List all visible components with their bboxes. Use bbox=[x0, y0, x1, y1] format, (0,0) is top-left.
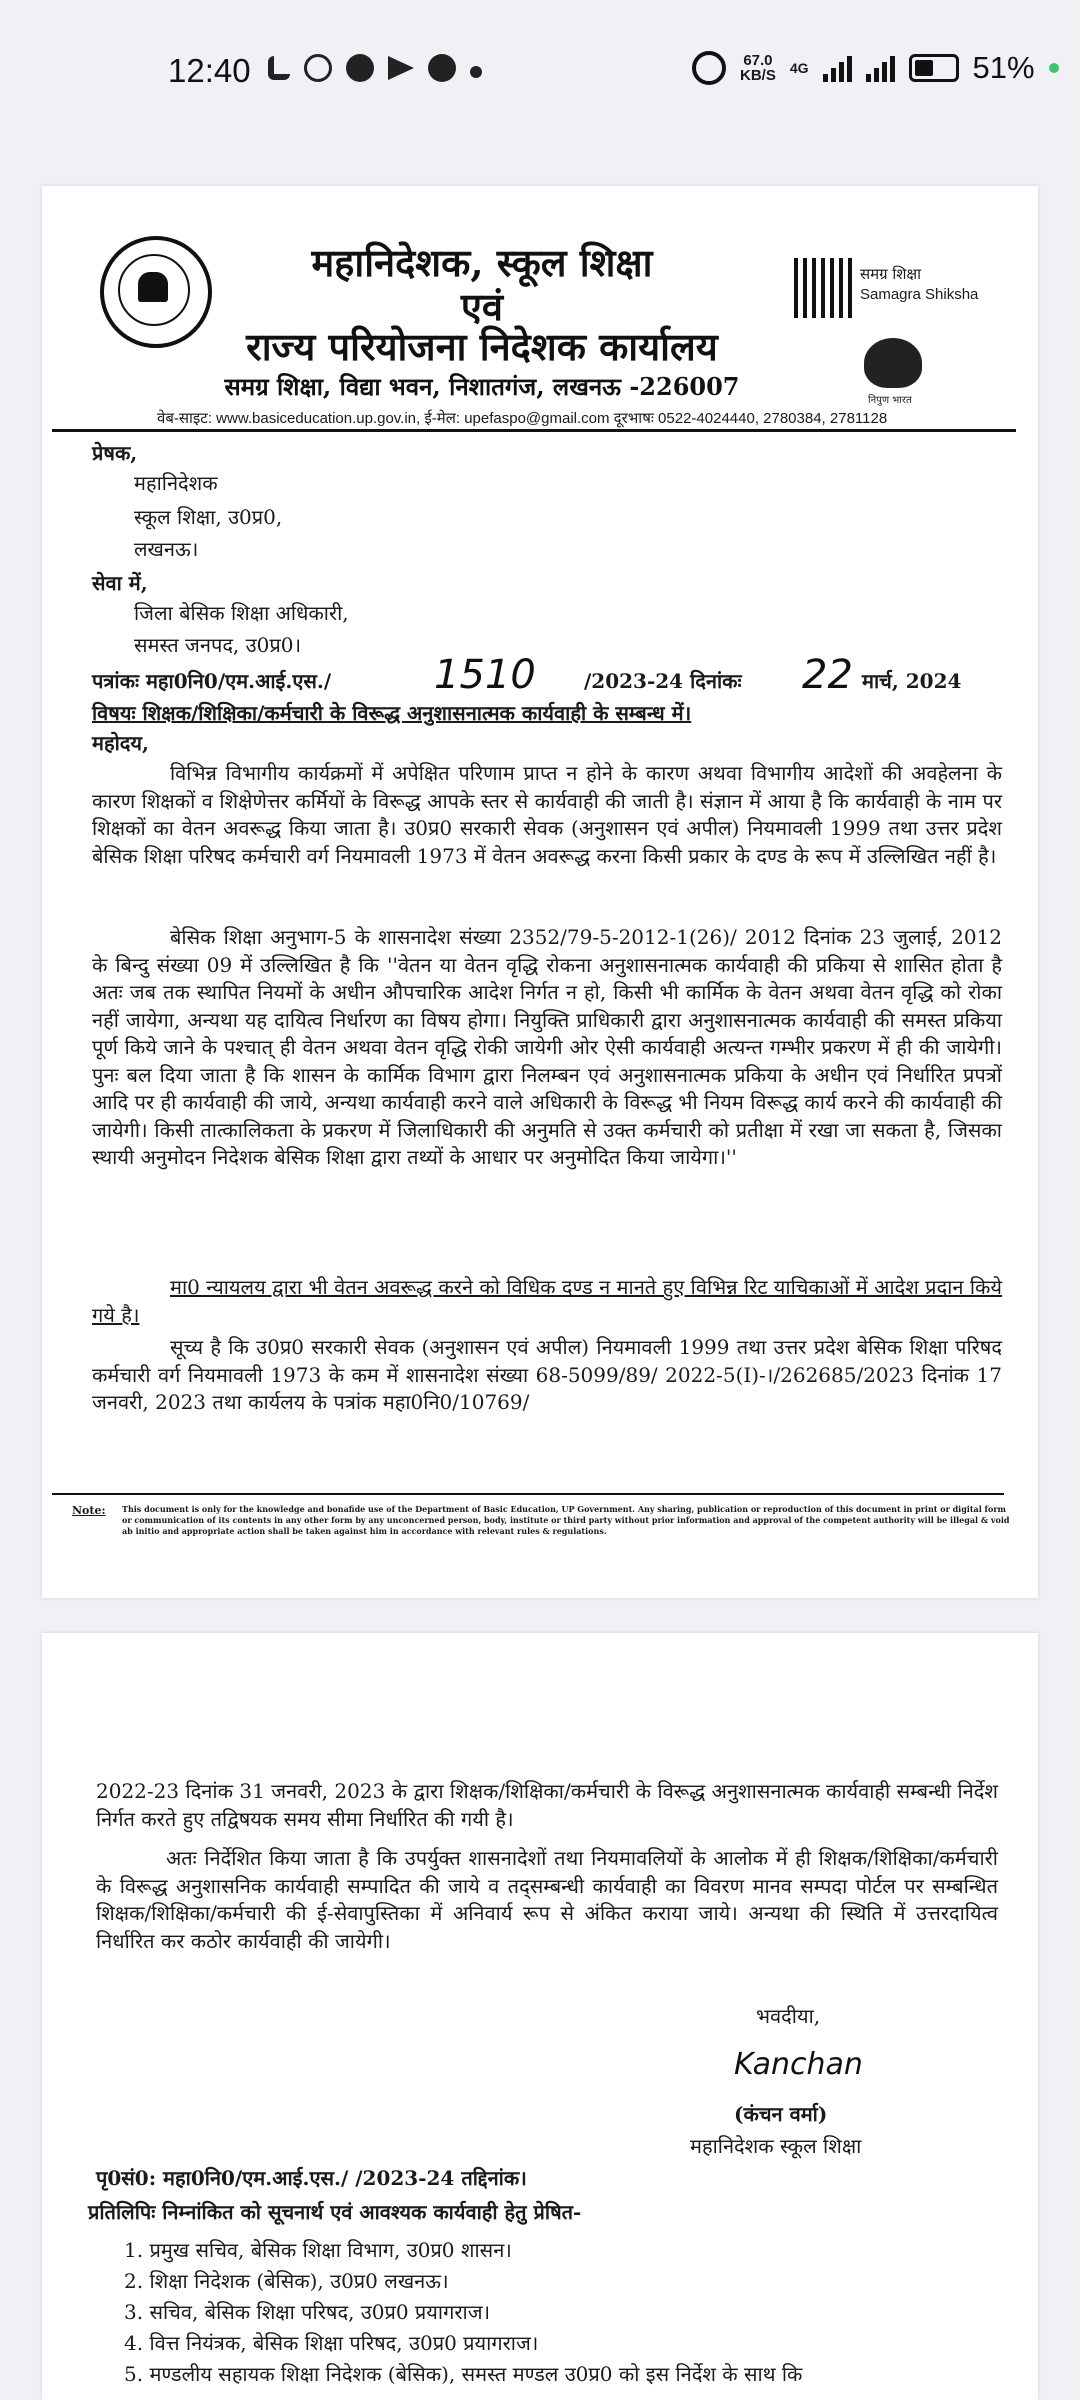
phone-icon bbox=[268, 56, 290, 80]
signer-name: (कंचन वर्मा) bbox=[734, 2102, 828, 2126]
battery-icon bbox=[909, 54, 959, 82]
body-paragraph-6: अतः निर्देशित किया जाता है कि उपर्युक्त शासनादेशों तथा नियमावलियों के आलोक में ही शिक्षक/शिक्षिका/कर्मचारी के विरूद्ध अनुशासनिक कार्यवाही सम्पादित की जाये व तद्सम्बन्धी कार्यवाही का विवरण मानव सम्पदा पोर्टल पर सम्बन्धित शिक्षक/शिक्षिका/कर्मचारी की ई-सेवापुस्तिका में अनिवार्य रूप से अंकित कराया जाये। अन्यथा की स्थिति में उत्तरदायित्व निर्धारित कर कठोर कार्यवाही की जायेगी। bbox=[96, 1846, 999, 1953]
nipun-bharat-label: निपुण भारत bbox=[868, 395, 912, 406]
recipient-label: सेवा में, bbox=[92, 571, 148, 595]
copy-list-item: 5. मण्डलीय सहायक शिक्षा निदेशक (बेसिक), समस्त मण्डल उ0प्र0 को इस निर्देश के साथ कि bbox=[124, 2362, 803, 2386]
copy-list-item: 4. वित्त नियंत्रक, बेसिक शिक्षा परिषद, उ0प्र0 प्रयागराज। bbox=[124, 2331, 539, 2355]
body-paragraph-5: 2022-23 दिनांक 31 जनवरी, 2023 के द्वारा शिक्षक/शिक्षिका/कर्मचारी के विरूद्ध अनुशासनात्मक कार्यवाही सम्बन्धी निर्देश निर्गत करते हुए तद्विषयक समय सीमा निर्धारित की गयी है। bbox=[96, 1779, 998, 1831]
copy-heading: प्रतिलिपिः निम्नांकित को सूचनार्थ एवं आवश्यक कार्यवाही हेतु प्रेषित- bbox=[88, 2200, 582, 2224]
header-line-2: एवं bbox=[460, 284, 504, 329]
sender-line: लखनऊ। bbox=[134, 537, 199, 561]
signature-handwritten: Kanchan bbox=[734, 2047, 863, 2082]
samagra-shiksha-logo-icon bbox=[794, 258, 854, 318]
note-label: Note: bbox=[72, 1504, 106, 1517]
header-line-1: महानिदेशक, स्कूल शिक्षा bbox=[311, 240, 653, 285]
sender-label: प्रेषक, bbox=[92, 441, 138, 465]
closing: भवदीया, bbox=[756, 2004, 821, 2028]
nipun-bharat-logo-icon bbox=[864, 338, 922, 388]
data-speed-unit: KB/S bbox=[740, 67, 776, 84]
document-page-1 bbox=[42, 186, 1038, 1598]
subject-line: विषयः शिक्षक/शिक्षिका/कर्मचारी के विरूद्ध अनुशासनात्मक कार्यवाही के सम्बन्ध में। bbox=[92, 701, 692, 725]
reference-date: मार्च, 2024 bbox=[862, 669, 962, 693]
document-page-2 bbox=[42, 1633, 1038, 2400]
chat-icon bbox=[346, 54, 374, 82]
battery-percent: 51% bbox=[972, 50, 1035, 85]
sender-line: स्कूल शिक्षा, उ0प्र0, bbox=[134, 505, 283, 529]
facebook-icon bbox=[428, 54, 456, 82]
salutation: महोदय, bbox=[92, 731, 149, 755]
sender-line: महानिदेशक bbox=[134, 471, 218, 495]
reference-mid: /2023-24 दिनांकः bbox=[584, 669, 742, 693]
more-dot-icon bbox=[470, 66, 482, 78]
samagra-shiksha-label-hi: समग्र शिक्षा bbox=[860, 265, 922, 283]
body-paragraph-2: बेसिक शिक्षा अनुभाग-5 के शासनादेश संख्या 2352/79-5-2012-1(26)/ 2012 दिनांक 23 जुलाई, 2012 के बिन्दु संख्या 09 में उल्लिखित है कि ''वेतन या वेतन वृद्धि रोकना अनुशासनात्मक कार्यवाही की प्रकिया से शासित होता है अतः जब तक स्थापित नियमों के अधीन औपचारिक आदेश निर्गत न हो, किसी भी कार्मिक के वेतन अथवा वेतन वृद्धि को रोका नहीं जायेगा, अन्यथा यह दायित्व निर्धारण का विषय होगा। नियुक्ति प्राधिकारी द्वारा अनुशासनात्मक कार्यवाही की समस्त प्रकिया पूर्ण किये जाने के पश्चात् ही वेतन अथवा वेतन वृद्धि रोकी जायेगी ओर ऐसी कार्यवाही अत्यन्त गम्भीर प्रकरण में ही की जायेगी। पुनः बल दिया जाता है कि शासन के कार्मिक विभाग द्वारा निलम्बन एवं अनुशासनात्मक प्रकिया के अधीन एवं निर्धारित प्रपत्रों आदि पर ही कार्यवाही की जाये, अन्यथा कार्यवाही करने वाले अधिकारी के विरूद्ध भी नियम विरूद्ध कार्य करने की कार्यवाही की जायेगी। किसी तात्कालिकता के प्रकरण में जिलाधिकारी की अनुमति से उक्त कर्मचारी को प्रतीक्षा में रखा जा सकता है, जिसका स्थायी अनुमोदन निदेशक बेसिक शिक्षा द्वारा तथ्यों के आधार पर अनुमोदित किया जायेगा।'' bbox=[92, 925, 1002, 1169]
header-contact: वेब-साइट: www.basiceducation.up.gov.in, ई-मेल: upefaspo@gmail.com दूरभाषः 0522-4024440, 2780384, 2781128 bbox=[157, 410, 888, 427]
body-paragraph-1: विभिन्न विभागीय कार्यक्रमों में अपेक्षित परिणाम प्राप्त न होने के कारण अथवा विभागीय आदेशों की अवहेलना के कारण शिक्षकों व शिक्षेणेत्तर कर्मियों के विरूद्ध आपके स्तर से कार्यवाही की जाती है। संज्ञान में आया है कि कार्यवाही के नाम पर शिक्षकों का वेतन अवरूद्ध किया जाता है। उ0प्र0 सरकारी सेवक (अनुशासन एवं अपील) नियमावली 1999 तथा उत्तर प्रदेश बेसिक शिक्षा परिषद कर्मचारी वर्ग नियमावली 1973 में वेतन अवरूद्ध करना किसी प्रकार के दण्ड के रूप में उल्लिखित नहीं है। bbox=[92, 761, 1002, 868]
header-line-3: राज्य परियोजना निदेशक कार्यालय bbox=[246, 324, 718, 369]
alarm-icon bbox=[692, 51, 726, 85]
data-speed-value: 67.0 bbox=[743, 52, 773, 69]
copy-list-item: 1. प्रमुख सचिव, बेसिक शिक्षा विभाग, उ0प्र0 शासन। bbox=[124, 2238, 512, 2262]
status-bar bbox=[0, 0, 1080, 140]
date-handwritten: 22 bbox=[802, 652, 853, 698]
footer-divider bbox=[52, 1493, 1004, 1495]
signal-icon bbox=[823, 54, 852, 82]
header-address: समग्र शिक्षा, विद्या भवन, निशातगंज, लखनऊ -226007 bbox=[224, 372, 740, 401]
samagra-shiksha-label-en: Samagra Shiksha bbox=[860, 286, 979, 303]
telegram-icon bbox=[388, 56, 414, 80]
signer-title: महानिदेशक स्कूल शिक्षा bbox=[690, 2134, 862, 2158]
reference-number-handwritten: 1510 bbox=[434, 652, 536, 698]
privacy-indicator-icon bbox=[1049, 63, 1059, 73]
clock: 12:40 bbox=[168, 52, 251, 89]
note-text: This document is only for the knowledge and bonafide use of the Department of Basic Education, UP Government. Any sharing, publication or reproduction of this document in print or digital form or communication of its contents in any other form by any unconcerned person, body, institute or third party without prior information and approval of the competent authority will be illegal & void ab initio and appropriate action shall be taken against him in accordance with relevant rules & regulations. bbox=[122, 1504, 1010, 1536]
reference-line-2: पृ0सं0: महा0नि0/एम.आई.एस./ /2023-24 तद्दिनांक। bbox=[96, 2166, 527, 2190]
body-paragraph-4: सूच्य है कि उ0प्र0 सरकारी सेवक (अनुशासन एवं अपील) नियमावली 1999 तथा उत्तर प्रदेश बेसिक शिक्षा परिषद कर्मचारी वर्ग नियमावली 1973 के कम में शासनादेश संख्या 68-5099/89/ 2022-5(I)-।/262685/2023 दिनांक 17 जनवरी, 2023 तथा कार्यलय के पत्रांक महा0नि0/10769/ bbox=[92, 1335, 1002, 1414]
signal-2-icon bbox=[866, 54, 895, 82]
body-paragraph-3: मा0 न्यायलय द्वारा भी वेतन अवरूद्ध करने को विधिक दण्ड न मानते हुए विभिन्न रिट याचिकाओं में आदेश प्रदान किये गये है। bbox=[92, 1275, 1002, 1327]
reference-prefix: पत्रांकः महा0नि0/एम.आई.एस./ bbox=[92, 669, 332, 693]
network-type: 4G bbox=[789, 60, 809, 76]
system-status bbox=[692, 50, 1059, 86]
copy-list-item: 2. शिक्षा निदेशक (बेसिक), उ0प्र0 लखनऊ। bbox=[124, 2269, 449, 2293]
data-speed bbox=[740, 53, 776, 83]
b-icon bbox=[304, 54, 332, 82]
notification-icons bbox=[268, 54, 482, 82]
header-divider bbox=[52, 429, 1016, 432]
copy-list-item: 3. सचिव, बेसिक शिक्षा परिषद, उ0प्र0 प्रयागराज। bbox=[124, 2300, 491, 2324]
recipient-line: जिला बेसिक शिक्षा अधिकारी, bbox=[134, 601, 349, 625]
recipient-line: समस्त जनपद, उ0प्र0। bbox=[134, 633, 302, 657]
